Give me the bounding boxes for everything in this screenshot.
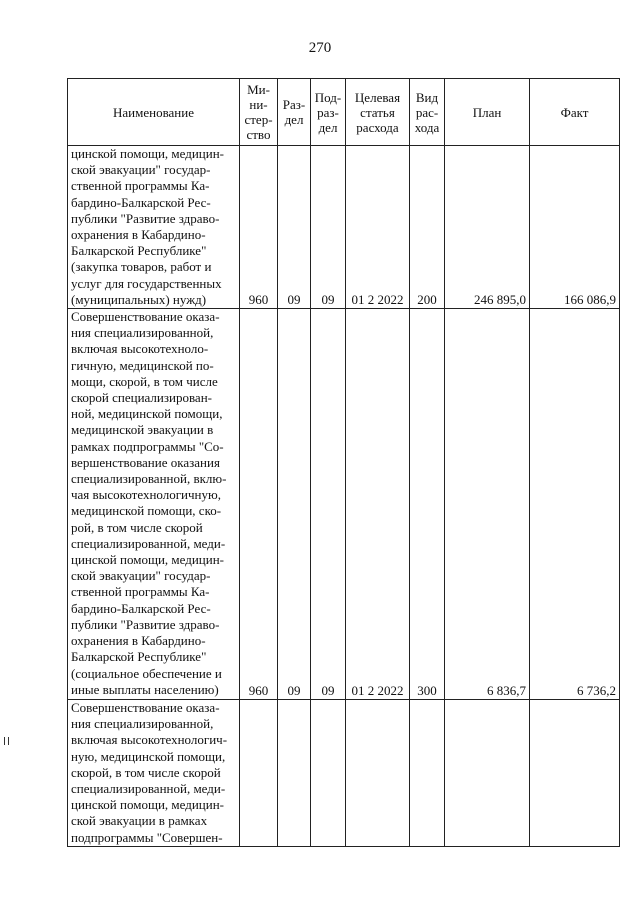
name-line: гичную, медицинской по- [71, 357, 214, 373]
name-line: Совершенствование оказа- [71, 309, 220, 325]
header-target: Целевая статья расхода [346, 79, 410, 146]
name-line: ской эвакуации" государ- [71, 568, 211, 584]
cell-fact: 6 736,2 [530, 309, 620, 700]
name-line: бардино-Балкарской Рес- [71, 600, 211, 616]
cell-fact [530, 700, 620, 847]
name-line: ную, медицинской помощи, [71, 748, 226, 764]
name-line: Балкарской Республике" [71, 243, 207, 259]
name-line: ной, медицинской помощи, [71, 406, 223, 422]
header-name: Наименование [68, 79, 240, 146]
name-line: включая высокотехнологич- [71, 732, 228, 748]
name-line: цинской помощи, медицин- [71, 146, 225, 161]
page-number: 270 [308, 40, 332, 56]
cell-expense-type: 200 [410, 146, 445, 309]
cell-target [346, 700, 410, 847]
cell-target: 01 2 2022 [346, 309, 410, 700]
name-line: подпрограммы "Совершен- [71, 829, 223, 845]
name-line: скорой, в том числе скорой [71, 764, 221, 780]
cell-ministry [240, 700, 278, 847]
header-fact: Факт [530, 79, 620, 146]
table-header-row [68, 79, 620, 146]
cell-expense-type [410, 700, 445, 847]
cell-plan [445, 700, 530, 847]
name-line: бардино-Балкарской Рес- [71, 194, 211, 210]
cell-subsection [311, 700, 346, 847]
name-line: специализированной, меди- [71, 535, 226, 551]
header-plan: План [445, 79, 530, 146]
name-line: ской эвакуации" государ- [71, 162, 211, 178]
cell-expense-type: 300 [410, 309, 445, 700]
cell-section: 09 [278, 146, 311, 309]
name-line: (закупка товаров, работ и [71, 259, 212, 275]
name-line: медицинской эвакуации в [71, 422, 214, 438]
name-line: вершенствование оказания [71, 454, 220, 470]
cell-section [278, 700, 311, 847]
name-line: ственной программы Ка- [71, 178, 210, 194]
header-expense_type: Вид рас- хода [410, 79, 445, 146]
margin-mark [4, 737, 9, 745]
name-line: охранения в Кабардино- [71, 227, 206, 243]
name-line: ской эвакуации в рамках [71, 813, 208, 829]
name-line: цинской помощи, медицин- [71, 797, 225, 813]
name-line: публики "Развитие здраво- [71, 616, 220, 632]
cell-target: 01 2 2022 [346, 146, 410, 309]
cell-ministry: 960 [240, 146, 278, 309]
name-line: ния специализированной, [71, 716, 214, 732]
cell-section: 09 [278, 309, 311, 700]
name-line: специализированной, вклю- [71, 471, 227, 487]
name-line: охранения в Кабардино- [71, 633, 206, 649]
name-line: (муниципальных) нужд) [71, 291, 207, 307]
name-line: публики "Развитие здраво- [71, 210, 220, 226]
name-line: мощи, скорой, в том числе [71, 373, 218, 389]
header-ministry: Ми- ни- стер- ство [240, 79, 278, 146]
name-line: специализированной, меди- [71, 781, 226, 797]
table-body [68, 146, 620, 847]
cell-name [68, 146, 240, 309]
cell-plan: 246 895,0 [445, 146, 530, 309]
name-line: (социальное обеспечение и [71, 665, 222, 681]
name-line: иные выплаты населению) [71, 681, 219, 697]
name-line: услуг для государственных [71, 275, 222, 291]
name-line: Балкарской Республике" [71, 649, 207, 665]
cell-subsection: 09 [311, 309, 346, 700]
name-line: рой, в том числе скорой [71, 519, 203, 535]
cell-name [68, 309, 240, 700]
name-line: скорой специализирован- [71, 390, 212, 406]
name-line: чая высокотехнологичную, [71, 487, 221, 503]
cell-ministry: 960 [240, 309, 278, 700]
name-line: включая высокотехноло- [71, 341, 209, 357]
budget-table [67, 78, 620, 847]
cell-subsection: 09 [311, 146, 346, 309]
table-row [68, 700, 620, 847]
table-row [68, 309, 620, 700]
name-line: медицинской помощи, ско- [71, 503, 222, 519]
cell-plan: 6 836,7 [445, 309, 530, 700]
header-subsection: Под- раз- дел [311, 79, 346, 146]
header-section: Раз- дел [278, 79, 311, 146]
name-line: цинской помощи, медицин- [71, 552, 225, 568]
name-line: ственной программы Ка- [71, 584, 210, 600]
name-line: Совершенствование оказа- [71, 700, 220, 716]
cell-name [68, 700, 240, 847]
table-row [68, 146, 620, 309]
name-line: рамках подпрограммы "Со- [71, 438, 224, 454]
name-line: ния специализированной, [71, 325, 214, 341]
cell-fact: 166 086,9 [530, 146, 620, 309]
